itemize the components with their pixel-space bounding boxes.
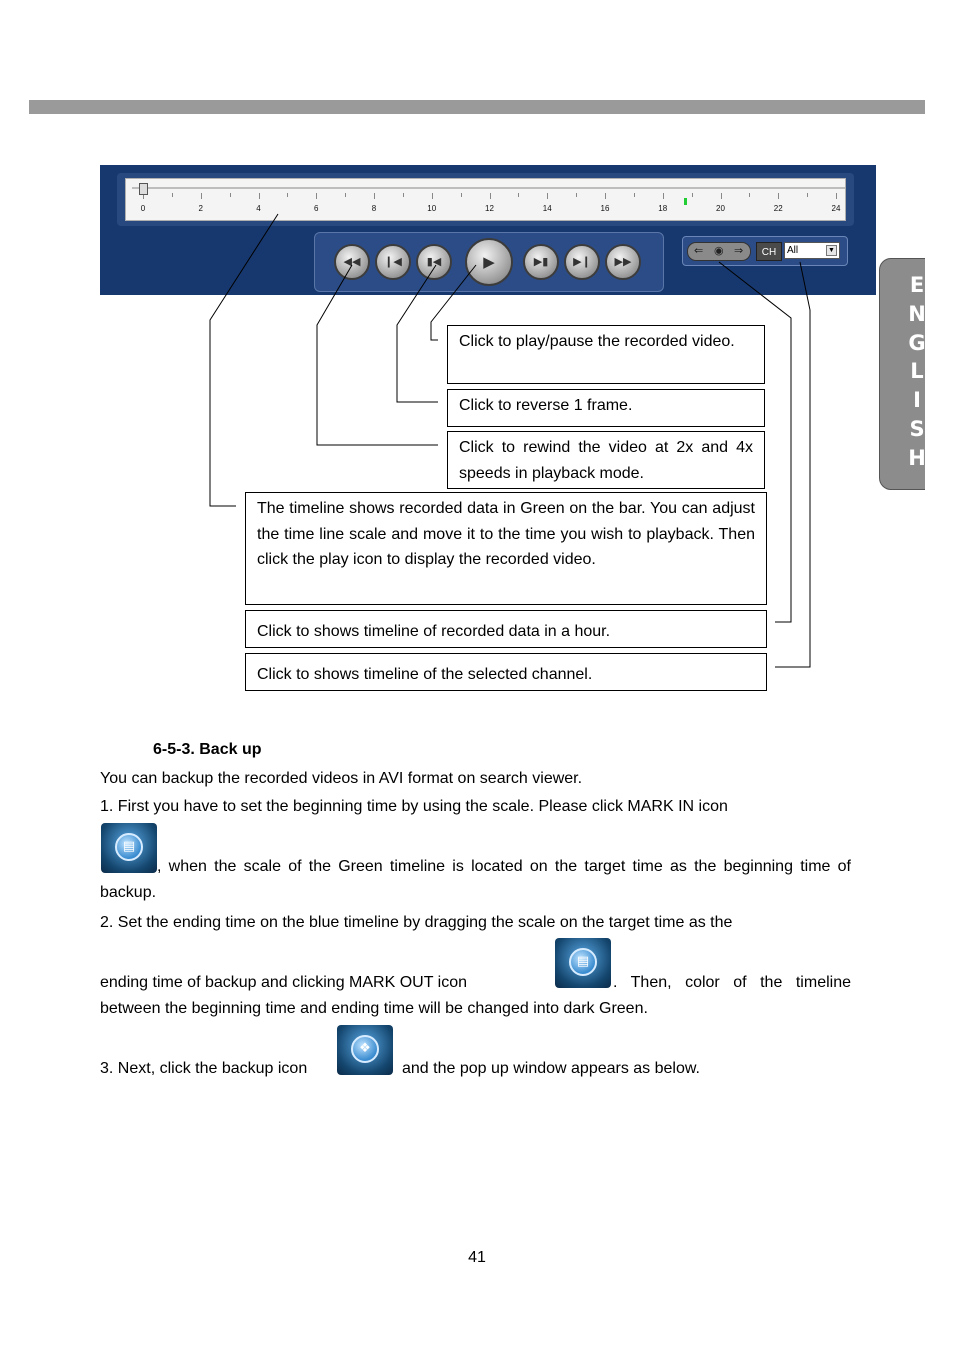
page-number: 41	[468, 1249, 486, 1266]
callout-rewind: Click to rewind the video at 2x and 4x speeds in playback mode.	[447, 431, 765, 489]
callout-play: Click to play/pause the recorded video.	[447, 325, 765, 384]
section-heading: 6-5-3. Back up	[153, 741, 262, 758]
hour-icon: ◉	[714, 245, 724, 257]
language-tab-letter: G	[908, 330, 926, 355]
connector-rewind	[317, 265, 438, 445]
mark-in-icon: ▤	[101, 823, 157, 873]
backup-icon: ❖	[337, 1025, 393, 1075]
step-forward-icon: ▶❙	[573, 255, 591, 268]
step-back-icon: ❙◀	[384, 255, 402, 268]
step1-text-a: 1. First you have to set the beginning time by using the scale. Please click MARK IN icon	[100, 798, 728, 815]
language-tab-letter: H	[908, 445, 926, 470]
language-tab-letter: I	[913, 388, 921, 413]
skip-back-icon: ▮◀	[426, 255, 442, 268]
channel-select-value: All	[787, 245, 799, 256]
language-tab-letter: L	[910, 359, 924, 384]
arrow-left-icon: ⇐	[694, 245, 704, 257]
timeline-tick-label: 2	[198, 204, 203, 213]
timeline-tick-label: 6	[314, 204, 319, 213]
chevron-down-icon[interactable]: ▼	[826, 245, 837, 256]
language-tab-letter: N	[908, 301, 926, 326]
timeline-tick-label: 18	[658, 204, 668, 213]
connector-reverse	[397, 265, 438, 402]
rewind-icon: ◀◀	[343, 255, 361, 268]
step2-text-b: ending time of backup and clicking MARK OUT icon	[100, 974, 467, 991]
play-icon: ▶	[483, 253, 495, 271]
timeline-tick-label: 14	[542, 204, 552, 213]
step2-text-a: 2. Set the ending time on the blue timeline by dragging the scale on the target time as the	[100, 914, 733, 931]
timeline-tick-label: 22	[773, 204, 783, 213]
timeline-tick-label: 16	[600, 204, 610, 213]
callout-timeline: The timeline shows recorded data in Green on the bar. You can adjust the time line scale and move it to the time you wish to playback. Then click the play icon to display the recorded video.	[245, 492, 767, 605]
timeline-tick-label: 24	[831, 204, 841, 213]
timeline-tick-label: 0	[140, 204, 146, 213]
intro-text: You can backup the recorded videos in AVI format on search viewer.	[100, 770, 583, 787]
connector-timeline	[210, 214, 278, 506]
step1-text-b: , when the scale of the Green timeline is located on the target time as the beginning time of backup.	[100, 858, 851, 901]
arrow-right-icon: ⇒	[734, 245, 744, 257]
timeline-tick-label: 10	[427, 204, 437, 213]
language-tab-letter: S	[909, 416, 925, 441]
connector-channel	[775, 262, 810, 667]
timeline-tick-label: 20	[716, 204, 725, 213]
callout-channel: Click to shows timeline of the selected channel.	[245, 653, 767, 691]
callout-reverse: Click to reverse 1 frame.	[447, 389, 765, 427]
step2-text-c: . Then, color of the timeline between the beginning time and ending time will be changed into dark Green.	[100, 974, 851, 1017]
timeline-tick-label: 12	[485, 204, 494, 213]
language-tab-letter: E	[909, 273, 925, 297]
channel-label: CH	[756, 242, 782, 261]
timeline-tick-label: 8	[371, 204, 377, 213]
step3-text-a: 3. Next, click the backup icon	[100, 1060, 308, 1077]
timeline-tick-label: 4	[256, 204, 261, 213]
skip-forward-icon: ▶▮	[533, 255, 549, 268]
callout-hour: Click to shows timeline of recorded data in a hour.	[245, 610, 767, 648]
mark-out-icon: ▤	[555, 938, 611, 988]
step3-text-b: and the pop up window appears as below.	[402, 1060, 700, 1077]
fast-forward-icon: ▶▶	[614, 255, 632, 268]
